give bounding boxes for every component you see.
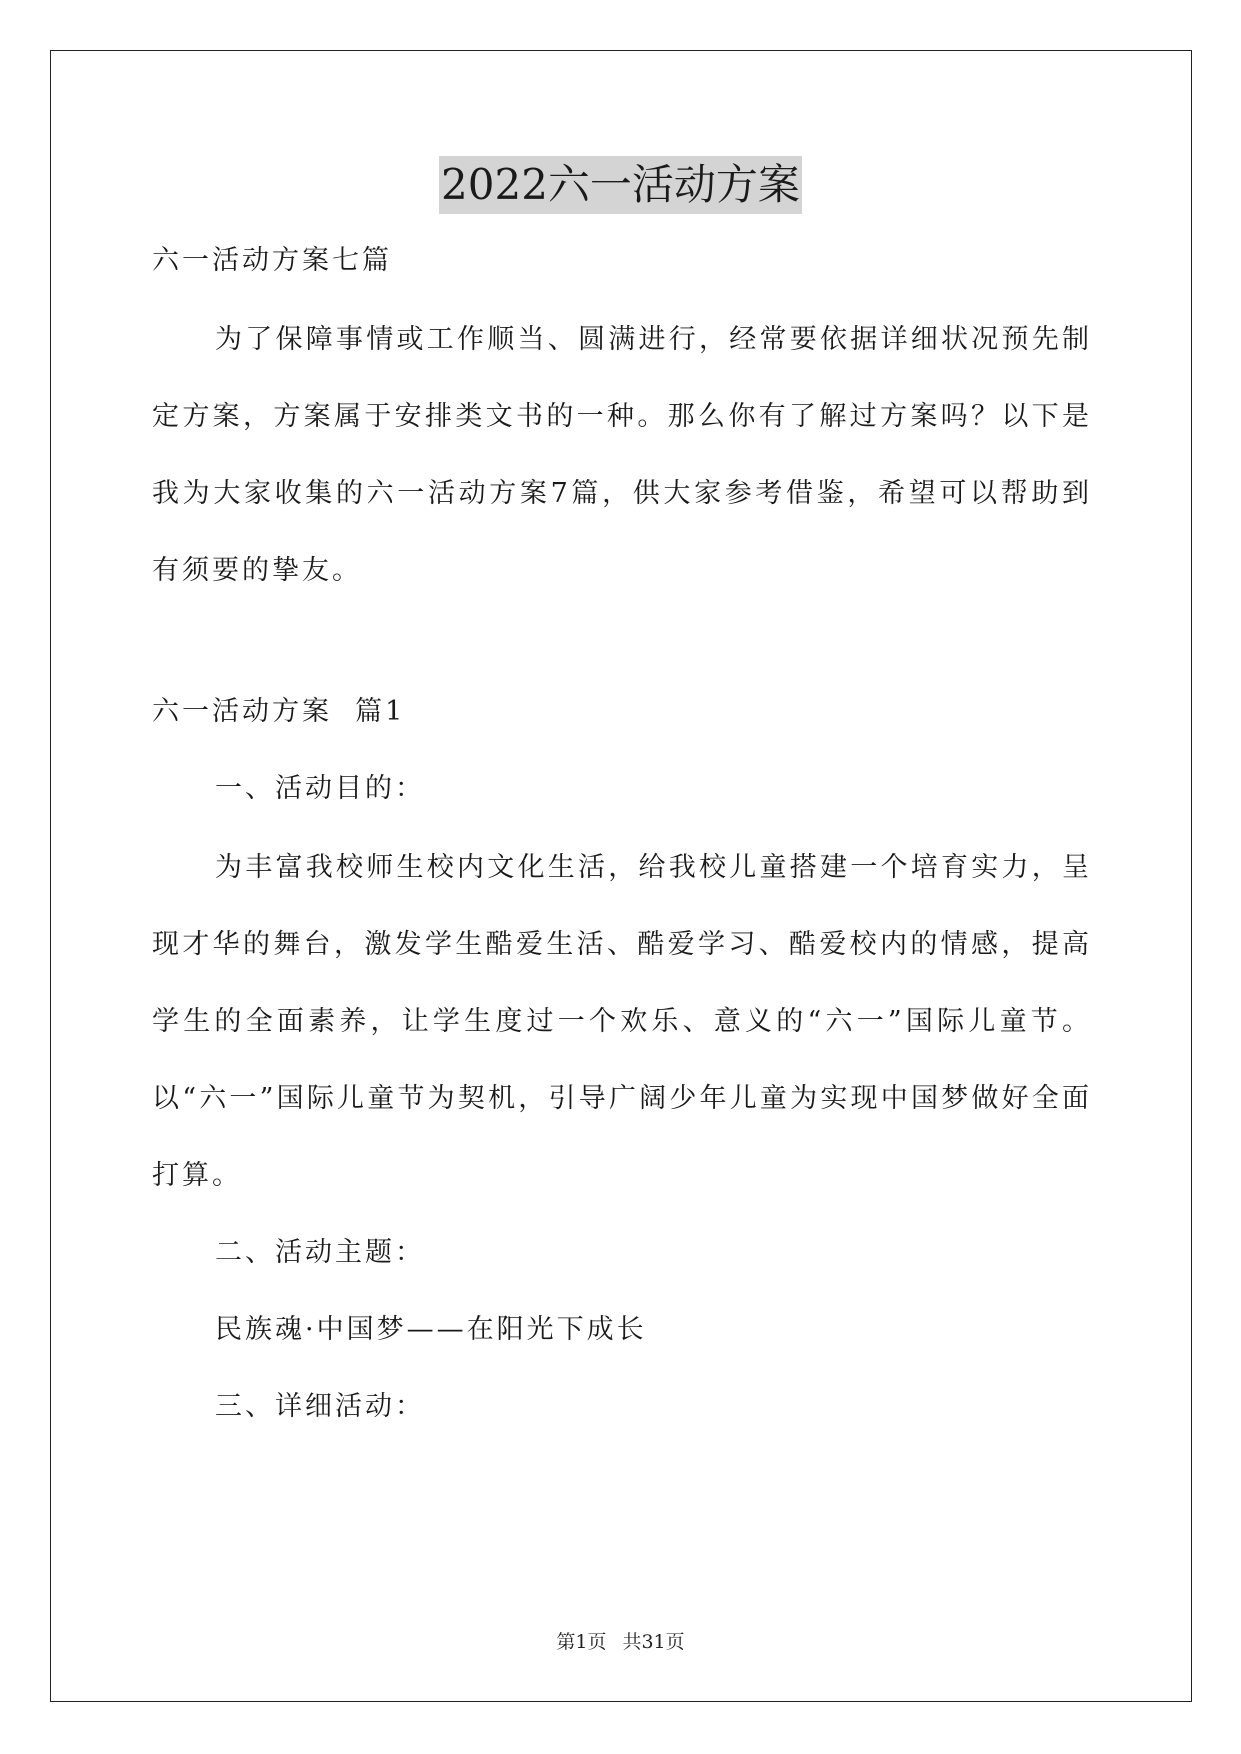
document-title: 2022六一活动方案	[439, 156, 802, 214]
section-title: 六一活动方案 篇1	[152, 696, 406, 727]
subtitle: 六一活动方案七篇	[152, 245, 392, 276]
document-body	[152, 232, 1092, 1455]
page-number: 第1页	[556, 1631, 607, 1653]
heading-purpose: 一、活动目的：	[215, 773, 425, 804]
heading-theme: 二、活动主题：	[215, 1237, 425, 1268]
intro-paragraph: 为了保障事情或工作顺当、圆满进行，经常要依据详细状况预先制定方案，方案属于安排类文书的一种。那么你有了解过方案吗？以下是我为大家收集的六一活动方案7篇，供大家参考借鉴，希望可以帮助到有须要的挚友。	[152, 324, 1092, 586]
title-container	[0, 156, 1241, 214]
page-total: 共31页	[622, 1631, 685, 1653]
purpose-paragraph: 为丰富我校师生校内文化生活，给我校儿童搭建一个培育实力，呈现才华的舞台，激发学生酷爱生活、酷爱学习、酷爱校内的情感，提高学生的全面素养，让学生度过一个欢乐、意义的“六一”国际儿童节。以“六一”国际儿童节为契机，引导广阔少年儿童为实现中国梦做好全面打算。	[152, 852, 1092, 1191]
heading-activities: 三、详细活动：	[215, 1391, 425, 1422]
section-gap	[152, 609, 1092, 683]
theme-text: 民族魂·中国梦——在阳光下成长	[215, 1314, 647, 1345]
page-footer	[0, 1627, 1241, 1654]
